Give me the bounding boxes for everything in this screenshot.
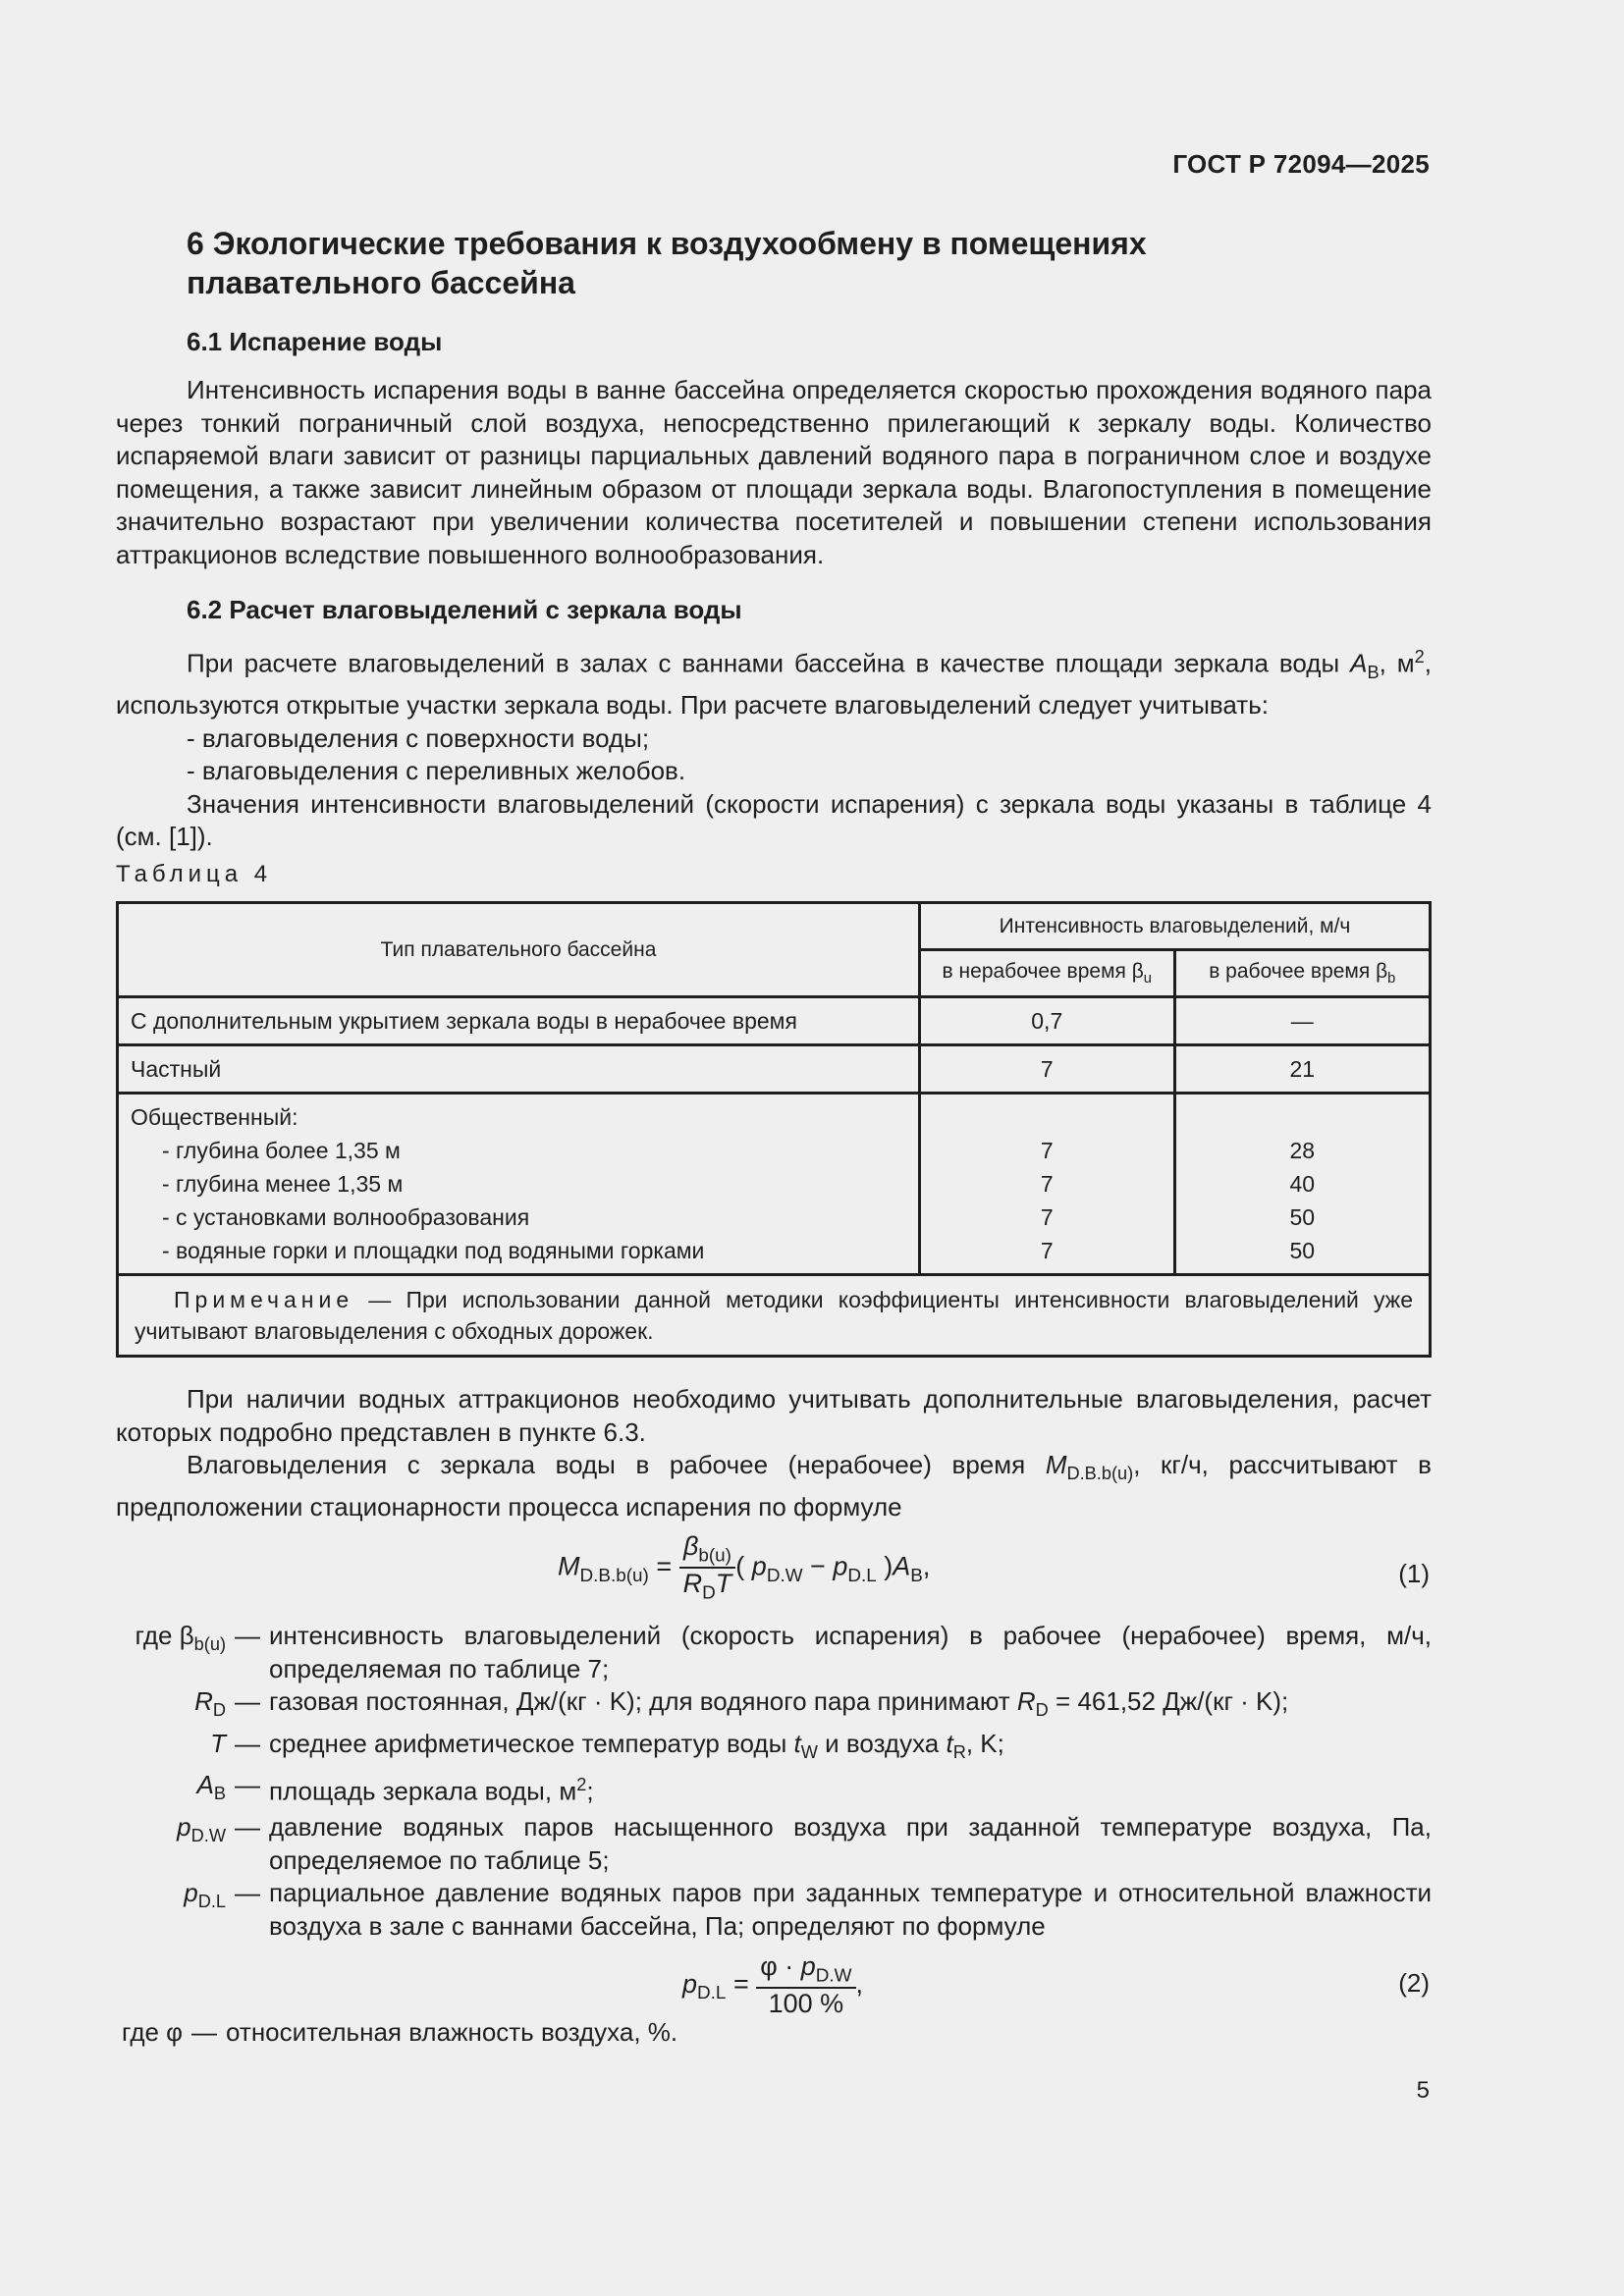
definition-text: относительная влажность воздуха, %. <box>226 2017 678 2047</box>
definition-row <box>116 1620 1432 1685</box>
definition-symbol <box>116 1769 226 1811</box>
definition-dash: — <box>235 1621 260 1650</box>
text-run: = 461,52 Дж/(кг · K); <box>1048 1686 1289 1716</box>
formula-symbol: p <box>800 1951 816 1981</box>
symbol-area: A <box>1350 648 1368 678</box>
standard-number: ГОСТ Р 72094—2025 <box>1172 149 1430 179</box>
definition-row <box>116 1769 1432 1811</box>
table-4 <box>116 901 1432 1358</box>
page-number: 5 <box>1416 2077 1430 2104</box>
formula-fraction <box>679 1531 736 1605</box>
text-run: и воздуха <box>817 1728 947 1758</box>
definition-dash: — <box>235 1728 260 1758</box>
formula-operator: − <box>802 1551 834 1581</box>
definition-text: парциальное давление водяных паров при заданных температуре и относительной влажности воздуха в зале с ваннами бассейна, Па; определяют по формуле <box>269 1878 1432 1941</box>
cell-value: 28 <box>1289 1138 1316 1163</box>
cell-type: С дополнительным укрытием зеркала воды в нерабочее время <box>118 997 920 1045</box>
formula-operator: ) <box>876 1551 893 1581</box>
definition-dash: — <box>235 1878 260 1908</box>
formula-subscript: B <box>910 1565 923 1586</box>
paragraph-formula-intro <box>116 1449 1432 1523</box>
formula-symbol: M <box>558 1551 580 1581</box>
header-intensity: Интенсивность влаговыделений, м/ч <box>920 903 1431 950</box>
definition-symbol <box>116 1877 226 1943</box>
definition-row <box>116 1728 1432 1770</box>
formula-punctuation: , <box>922 1551 931 1581</box>
cell-non-working: 0,7 <box>920 997 1175 1045</box>
cell-value: 7 <box>1040 1204 1054 1230</box>
text-run: , кг/ч, рассчитывают в предположении стационарности процесса испарения по формуле <box>116 1450 1432 1522</box>
symbol-m: M <box>1045 1450 1067 1479</box>
definition-dash: — <box>235 1686 260 1716</box>
definitions-list-2 <box>116 2016 1432 2050</box>
formula-symbol: R <box>682 1569 703 1599</box>
cell-type: Частный <box>118 1045 920 1094</box>
paragraph-evaporation <box>116 374 1432 571</box>
formula-symbol: p <box>751 1551 767 1581</box>
cell-value: 7 <box>1040 1171 1054 1197</box>
symbol-subscript: B <box>1367 662 1380 682</box>
fraction-denominator <box>679 1569 736 1604</box>
definition-dash: — <box>235 1770 260 1800</box>
formula-subscript: D.L <box>847 1565 877 1586</box>
header-subscript: b <box>1387 971 1396 988</box>
symbol-subscript: D.B.b(u) <box>1066 1464 1134 1484</box>
section-title: 6 Экологические требования к воздухообмену в помещениях плавательного бассейна <box>187 226 1147 300</box>
text-run: ; <box>586 1777 594 1807</box>
list-item: - водяные горки и площадки под водяными горками <box>162 1238 705 1263</box>
fraction-numerator <box>756 1951 855 1989</box>
formula-fraction <box>756 1951 855 2019</box>
table-note-row <box>118 1275 1431 1357</box>
fraction-denominator: 100 % <box>768 1989 844 2019</box>
formula-punctuation: , <box>855 1968 864 1999</box>
formula-subscript: D.W <box>815 1965 852 1987</box>
formula-operator: ( <box>735 1551 752 1581</box>
symbol-subscript: D <box>212 1700 226 1721</box>
header-non-working <box>920 950 1175 997</box>
definition-row <box>116 1685 1432 1728</box>
definition-text: интенсивность влаговыделений (скорость испарения) в рабочее (нерабочее) время, м/ч, определяемая по таблице 7; <box>269 1621 1432 1683</box>
symbol-subscript: B <box>213 1784 226 1804</box>
text-run: площадь зеркала воды, м <box>269 1777 577 1807</box>
header-label: в рабочее время β <box>1209 959 1388 983</box>
definition-dash: — <box>191 2017 218 2047</box>
header-subscript: u <box>1143 971 1152 988</box>
formula-subscript: D.B.b(u) <box>579 1565 649 1586</box>
table-row <box>118 997 1431 1045</box>
cell-working <box>1174 1094 1430 1275</box>
header-type: Тип плавательного бассейна <box>118 903 920 997</box>
list-item: - влаговыделения с переливных желобов. <box>187 756 686 786</box>
table-note <box>118 1275 1431 1357</box>
symbol-subscript: D.L <box>197 1892 226 1912</box>
formula-operator: = <box>648 1551 679 1581</box>
unit-superscript: 2 <box>1414 647 1425 667</box>
paragraph-text: При наличии водных аттракционов необходимо учитывать дополнительные влаговыделения, расчет которых подробно представлен в пункте 6.3. <box>116 1384 1432 1447</box>
note-label: Примечание <box>174 1287 354 1312</box>
text-run: , используются открытые участки зеркала воды. При расчете влаговыделений следует учитывать: <box>116 648 1432 721</box>
symbol-text: R <box>194 1686 213 1716</box>
symbol-subscript: W <box>800 1741 818 1762</box>
text-run: Влаговыделения с зеркала воды в рабочее (нерабочее) время <box>187 1450 1046 1479</box>
definition-row <box>116 1811 1432 1877</box>
text-run: При расчете влаговыделений в залах с ваннами бассейна в качестве площади зеркала воды <box>187 648 1340 678</box>
header-label: в нерабочее время β <box>942 959 1144 983</box>
note-text: — При использовании данной методики коэффициенты интенсивности влаговыделений уже учитывают влаговыделения с обходных дорожек. <box>135 1287 1413 1344</box>
definition-symbol <box>116 1620 226 1685</box>
text-run: среднее арифметическое температур воды <box>269 1728 794 1758</box>
symbol-text: t <box>793 1728 801 1758</box>
definition-symbol <box>116 1685 226 1728</box>
cell-value: 50 <box>1289 1238 1316 1263</box>
paragraph-calculation <box>116 641 1432 854</box>
symbol-text: R <box>1016 1686 1036 1716</box>
formula-1-number: (1) <box>1398 1559 1430 1588</box>
formula-subscript: b(u) <box>698 1545 731 1567</box>
formula-symbol: A <box>893 1551 911 1581</box>
list-item: - глубина менее 1,35 м <box>162 1171 404 1197</box>
formula-2 <box>682 1951 863 2019</box>
cell-non-working <box>920 1094 1175 1275</box>
definition-row <box>116 2016 1432 2050</box>
definition-symbol: где φ <box>122 2017 184 2047</box>
cell-value: 7 <box>1040 1238 1054 1263</box>
symbol-text: где β <box>135 1621 194 1650</box>
symbol-text: p <box>184 1878 198 1908</box>
symbol-text: T <box>210 1728 226 1758</box>
definition-text <box>269 1769 1432 1811</box>
formula-subscript: D <box>702 1582 716 1604</box>
list-item: - с установками волнообразования <box>162 1204 530 1230</box>
definition-dash: — <box>235 1812 260 1842</box>
paragraph-calculation-intro <box>116 641 1432 722</box>
unit-superscript: 2 <box>576 1775 587 1795</box>
formula-symbol: φ · <box>760 1951 801 1981</box>
definition-text <box>269 1728 1432 1770</box>
symbol-text: A <box>196 1770 214 1800</box>
formula-symbol: T <box>715 1569 732 1599</box>
symbol-text: t <box>946 1728 953 1758</box>
definition-symbol <box>116 1811 226 1877</box>
cell-value: 40 <box>1289 1171 1316 1197</box>
text-run: , м <box>1379 648 1415 678</box>
formula-subscript: D.W <box>766 1565 803 1586</box>
cell-working: — <box>1174 997 1430 1045</box>
symbol-subscript: D.W <box>190 1826 226 1846</box>
formula-symbol: p <box>833 1551 848 1581</box>
symbol-subscript: D <box>1035 1700 1049 1721</box>
symbol-text: p <box>177 1812 191 1842</box>
cell-value: 50 <box>1289 1204 1316 1230</box>
formula-2-number: (2) <box>1398 1968 1430 1998</box>
definition-row <box>116 1877 1432 1943</box>
definition-symbol <box>116 1728 226 1770</box>
definition-text <box>269 1685 1432 1728</box>
paragraph-attractions <box>116 1383 1432 1523</box>
table-row-public <box>118 1094 1431 1275</box>
subsection-6-1-title: 6.1 Испарение воды <box>187 327 443 356</box>
cell-value: 7 <box>1040 1138 1054 1163</box>
cell-working: 21 <box>1174 1045 1430 1094</box>
cell-non-working: 7 <box>920 1045 1175 1094</box>
text-run: , K; <box>965 1728 1004 1758</box>
fraction-numerator <box>679 1531 736 1569</box>
table-caption: Таблица 4 <box>116 861 273 887</box>
paragraph-table-reference: Значения интенсивности влаговыделений (скорости испарения) с зеркала воды указаны в таблице 4 (см. [1]). <box>116 788 1432 852</box>
list-item: - глубина более 1,35 м <box>162 1138 401 1163</box>
definition-text: давление водяных паров насыщенного воздуха при заданной температуре воздуха, Па, определяемое по таблице 5; <box>269 1812 1432 1875</box>
subsection-6-2-title: 6.2 Расчет влаговыделений с зеркала воды <box>187 595 742 624</box>
formula-subscript: D.L <box>697 1983 727 2004</box>
symbol-subscript: R <box>952 1741 966 1762</box>
text-run: газовая постоянная, Дж/(кг · K); для водяного пара принимают <box>269 1686 1017 1716</box>
definitions-list <box>116 1620 1432 1943</box>
paragraph-text: Интенсивность испарения воды в ванне бассейна определяется скоростью прохождения водяного пара через тонкий пограничный слой воздуха, непосредственно прилегающий к зеркалу воды. Количество испаряемой влаги зависит от разницы парциальных давлений водяного пара в пограничном слое и воздухе помещения, а также зависит линейным образом от площади зеркала воды. Влагопоступления в помещение значительно возрастают при увеличении количества посетителей и повышении степени использования аттракционов вследствие повышенного волнообразования. <box>116 375 1432 569</box>
list-item: - влаговыделения с поверхности воды; <box>187 722 650 753</box>
formula-1 <box>558 1531 930 1605</box>
cell-type <box>118 1094 920 1275</box>
public-heading: Общественный: <box>131 1104 298 1130</box>
formula-symbol: β <box>682 1531 699 1561</box>
table-row <box>118 1045 1431 1094</box>
symbol-subscript: b(u) <box>193 1634 226 1655</box>
formula-symbol: p <box>682 1968 698 1999</box>
header-working <box>1174 950 1430 997</box>
formula-operator: = <box>726 1968 757 1999</box>
